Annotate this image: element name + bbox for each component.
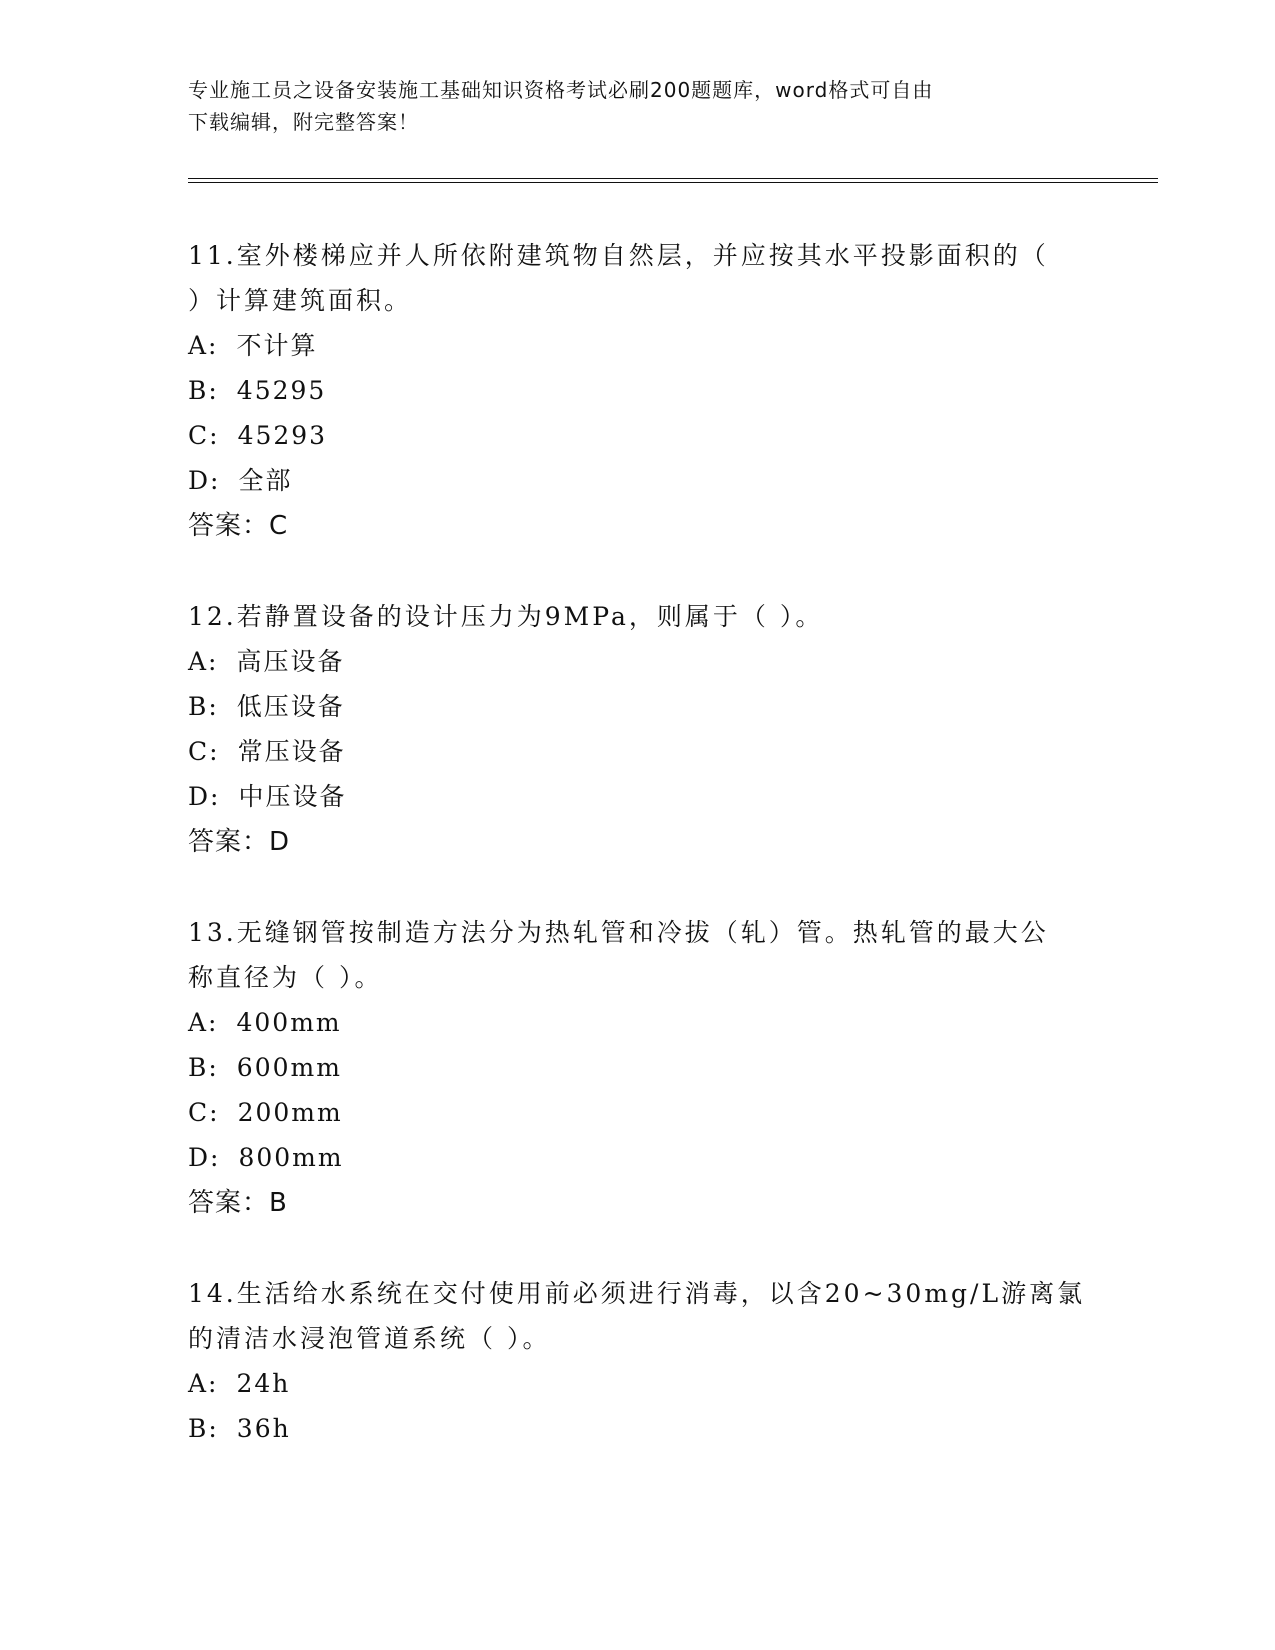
option-d xyxy=(188,458,1088,503)
option-label: A: xyxy=(188,1008,219,1037)
question-stem: 13.无缝钢管按制造方法分为热轧管和冷拔（轧）管。热轧管的最大公 xyxy=(188,918,1049,947)
option-label: A: xyxy=(188,647,219,676)
option-a xyxy=(188,1361,1088,1406)
question-stem: 14.生活给水系统在交付使用前必须进行消毒，以含20~30mg/L游离氯 xyxy=(188,1279,1086,1308)
option-a xyxy=(188,1000,1088,1045)
question-13 xyxy=(188,910,1088,1226)
option-text: 中压设备 xyxy=(238,782,347,811)
option-text: 200mm xyxy=(237,1098,343,1127)
answer-line: 答案：D xyxy=(188,827,291,857)
option-a xyxy=(188,323,1088,368)
option-label: C: xyxy=(188,1098,220,1127)
option-a xyxy=(188,639,1088,684)
option-label: D: xyxy=(188,782,221,811)
option-text: 低压设备 xyxy=(236,692,345,721)
option-text: 45293 xyxy=(237,421,328,450)
option-label: D: xyxy=(188,1143,221,1172)
option-label: A: xyxy=(188,1369,219,1398)
question-stem-continued: 的清洁水浸泡管道系统（ ）。 xyxy=(188,1324,551,1353)
option-label: D: xyxy=(188,466,221,495)
option-b xyxy=(188,684,1088,729)
question-stem-continued: ）计算建筑面积。 xyxy=(188,286,413,315)
option-b xyxy=(188,1045,1088,1090)
document-header xyxy=(188,74,1088,138)
option-label: C: xyxy=(188,421,220,450)
question-11 xyxy=(188,233,1088,549)
option-c xyxy=(188,729,1088,774)
answer-line: 答案：B xyxy=(188,1188,288,1218)
option-label: B: xyxy=(188,692,219,721)
option-label: A: xyxy=(188,331,219,360)
option-text: 45295 xyxy=(236,376,327,405)
option-text: 600mm xyxy=(236,1053,342,1082)
option-label: C: xyxy=(188,737,220,766)
option-c xyxy=(188,1090,1088,1135)
option-label: B: xyxy=(188,1053,219,1082)
option-text: 800mm xyxy=(238,1143,344,1172)
option-label: B: xyxy=(188,1414,219,1443)
option-c xyxy=(188,413,1088,458)
question-14 xyxy=(188,1271,1088,1451)
question-list xyxy=(188,233,1088,1496)
option-text: 不计算 xyxy=(236,331,318,360)
option-b xyxy=(188,1406,1088,1451)
answer-line: 答案：C xyxy=(188,511,289,541)
option-label: B: xyxy=(188,376,219,405)
option-d xyxy=(188,1135,1088,1180)
header-double-rule xyxy=(188,178,1158,183)
option-text: 400mm xyxy=(236,1008,342,1037)
option-text: 常压设备 xyxy=(237,737,346,766)
option-b xyxy=(188,368,1088,413)
question-stem-continued: 称直径为（ ）。 xyxy=(188,963,383,992)
header-line-2: 下载编辑，附完整答案！ xyxy=(188,110,419,134)
option-d xyxy=(188,774,1088,819)
option-text: 全部 xyxy=(238,466,293,495)
option-text: 24h xyxy=(236,1369,291,1398)
option-text: 高压设备 xyxy=(236,647,345,676)
question-stem: 12.若静置设备的设计压力为9MPa，则属于（ ）。 xyxy=(188,602,824,631)
option-text: 36h xyxy=(236,1414,291,1443)
question-stem: 11.室外楼梯应并人所依附建筑物自然层，并应按其水平投影面积的（ xyxy=(188,241,1049,270)
header-line-1: 专业施工员之设备安装施工基础知识资格考试必刷200题题库，word格式可自由 xyxy=(188,78,934,102)
question-12 xyxy=(188,594,1088,865)
